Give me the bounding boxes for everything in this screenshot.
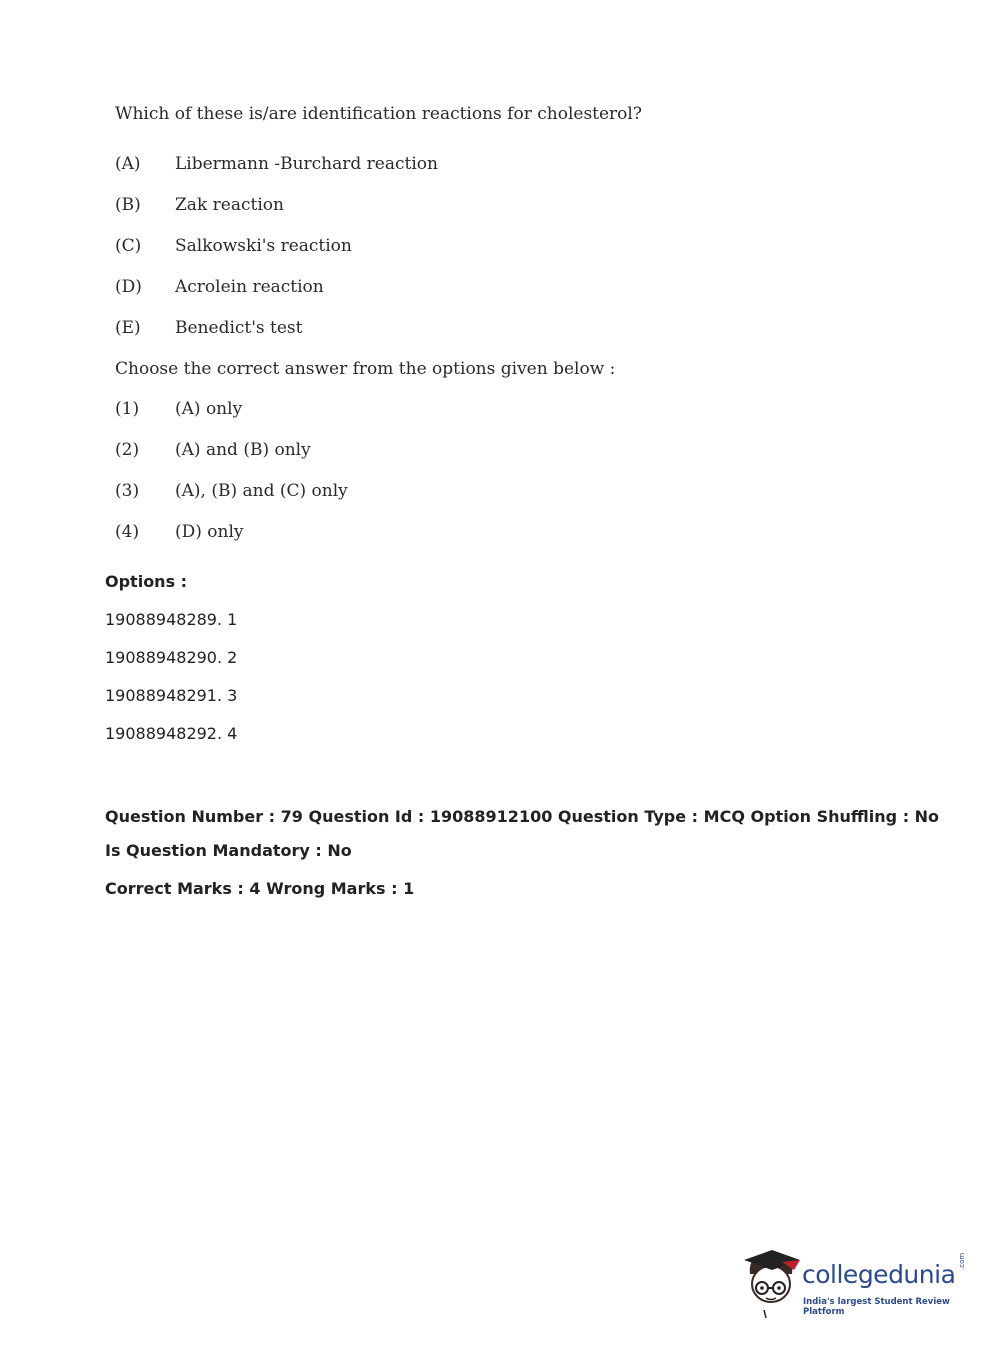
collegedunia-logo bbox=[742, 1248, 972, 1320]
choice-label: (1) bbox=[115, 399, 140, 419]
choice-text: (A), (B) and (C) only bbox=[175, 481, 348, 501]
statement-text: Salkowski's reaction bbox=[175, 236, 352, 256]
brand-tagline: India's largest Student Review Platform bbox=[803, 1297, 950, 1317]
question-meta-line: Question Number : 79 Question Id : 19088912100 Question Type : MCQ Option Shuffling : No bbox=[105, 807, 940, 826]
statement-label: (A) bbox=[115, 154, 141, 174]
instruction-text: Choose the correct answer from the options given below : bbox=[115, 359, 616, 379]
choice-label: (4) bbox=[115, 522, 140, 542]
options-heading: Options : bbox=[105, 572, 188, 591]
option-item: 19088948291. 3 bbox=[105, 686, 238, 705]
option-item: 19088948292. 4 bbox=[105, 724, 238, 743]
choice-text: (D) only bbox=[175, 522, 244, 542]
option-item: 19088948289. 1 bbox=[105, 610, 238, 629]
statement-text: Zak reaction bbox=[175, 195, 284, 215]
question-stem: Which of these is/are identification reactions for cholesterol? bbox=[115, 104, 642, 124]
statement-text: Benedict's test bbox=[175, 318, 303, 338]
choice-text: (A) only bbox=[175, 399, 243, 419]
brand-domain: .com bbox=[958, 1252, 966, 1270]
choice-label: (2) bbox=[115, 440, 140, 460]
marks-info: Correct Marks : 4 Wrong Marks : 1 bbox=[105, 879, 415, 898]
brand-name: collegedunia bbox=[802, 1260, 956, 1289]
choice-text: (A) and (B) only bbox=[175, 440, 311, 460]
statement-label: (C) bbox=[115, 236, 142, 256]
statement-text: Acrolein reaction bbox=[175, 277, 324, 297]
choice-label: (3) bbox=[115, 481, 140, 501]
statement-label: (E) bbox=[115, 318, 141, 338]
option-item: 19088948290. 2 bbox=[105, 648, 238, 667]
question-mandatory: Is Question Mandatory : No bbox=[105, 841, 352, 860]
mascot-icon bbox=[742, 1248, 804, 1320]
statement-text: Libermann -Burchard reaction bbox=[175, 154, 438, 174]
statement-label: (B) bbox=[115, 195, 141, 215]
statement-label: (D) bbox=[115, 277, 142, 297]
